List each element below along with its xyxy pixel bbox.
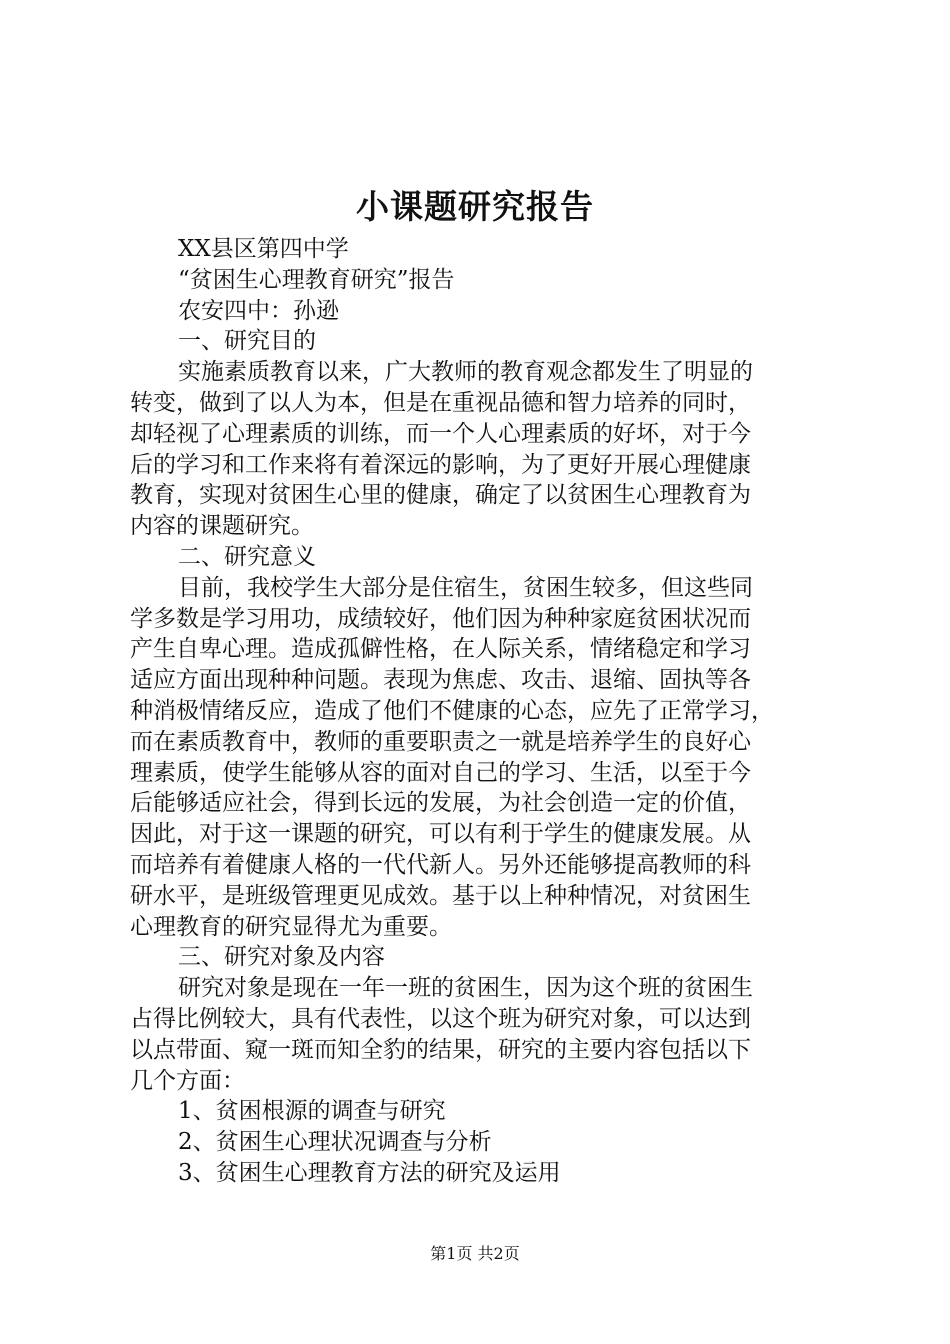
text-line: 适应方面出现种种问题。表现为焦虑、攻击、退缩、固执等各 (130, 667, 751, 694)
text-line: 研水平，是班级管理更见成效。基于以上种种情况，对贫困生 (130, 882, 751, 909)
document-title: 小课题研究报告 (356, 187, 594, 226)
text-line: 以点带面、窥一斑而知全豹的结果，研究的主要内容包括以下 (130, 1036, 751, 1063)
text-line: 却轻视了心理素质的训练，而一个人心理素质的好坏，对于今 (130, 420, 751, 447)
text-line: 后能够适应社会，得到长远的发展，为社会创造一定的价值， (130, 790, 751, 817)
document-body (130, 234, 835, 1189)
text-line: 三、研究对象及内容 (178, 944, 385, 971)
text-line: 心理教育的研究显得尤为重要。 (130, 913, 452, 940)
text-line: 2、贫困生心理状况调查与分析 (178, 1129, 492, 1156)
text-line: 二、研究意义 (178, 543, 316, 570)
text-line: 产生自卑心理。造成孤僻性格，在人际关系，情绪稳定和学习 (130, 636, 751, 663)
text-line: 后的学习和工作来将有着深远的影响，为了更好开展心理健康 (130, 451, 751, 478)
text-line: 而培养有着健康人格的一代代新人。另外还能够提高教师的科 (130, 851, 751, 878)
text-line: 因此，对于这一课题的研究，可以有利于学生的健康发展。从 (130, 821, 751, 848)
text-line: 实施素质教育以来，广大教师的教育观念都发生了明显的 (178, 359, 753, 386)
text-line: 理素质，使学生能够从容的面对自己的学习、生活，以至于今 (130, 759, 751, 786)
text-line: 转变，做到了以人为本，但是在重视品德和智力培养的同时， (130, 389, 751, 416)
text-line: 占得比例较大，具有代表性，以这个班为研究对象，可以达到 (130, 1005, 751, 1032)
text-line: 1、贫困根源的调查与研究 (178, 1098, 446, 1125)
text-line: 教育，实现对贫困生心里的健康，确定了以贫困生心理教育为 (130, 482, 751, 509)
text-line: 目前，我校学生大部分是住宿生，贫困生较多，但这些同 (178, 574, 753, 601)
text-line: 研究对象是现在一年一班的贫困生，因为这个班的贫困生 (178, 975, 753, 1002)
text-line: “贫困生心理教育研究”报告 (178, 266, 455, 293)
text-line: 农安四中：孙逊 (178, 297, 339, 324)
text-line: 学多数是学习用功，成绩较好，他们因为种种家庭贫困状况而 (130, 605, 751, 632)
text-line: XX县区第四中学 (178, 236, 349, 262)
text-line: 一、研究目的 (178, 328, 316, 355)
page-footer: 第1页 共2页 (430, 1244, 520, 1263)
text-line: 种消极情绪反应，造成了他们不健康的心态，应先了正常学习， (130, 697, 774, 724)
text-line: 几个方面： (130, 1067, 245, 1094)
text-line: 3、贫困生心理教育方法的研究及运用 (178, 1159, 561, 1186)
text-line: 而在素质教育中，教师的重要职责之一就是培养学生的良好心 (130, 728, 751, 755)
text-line: 内容的课题研究。 (130, 513, 314, 540)
